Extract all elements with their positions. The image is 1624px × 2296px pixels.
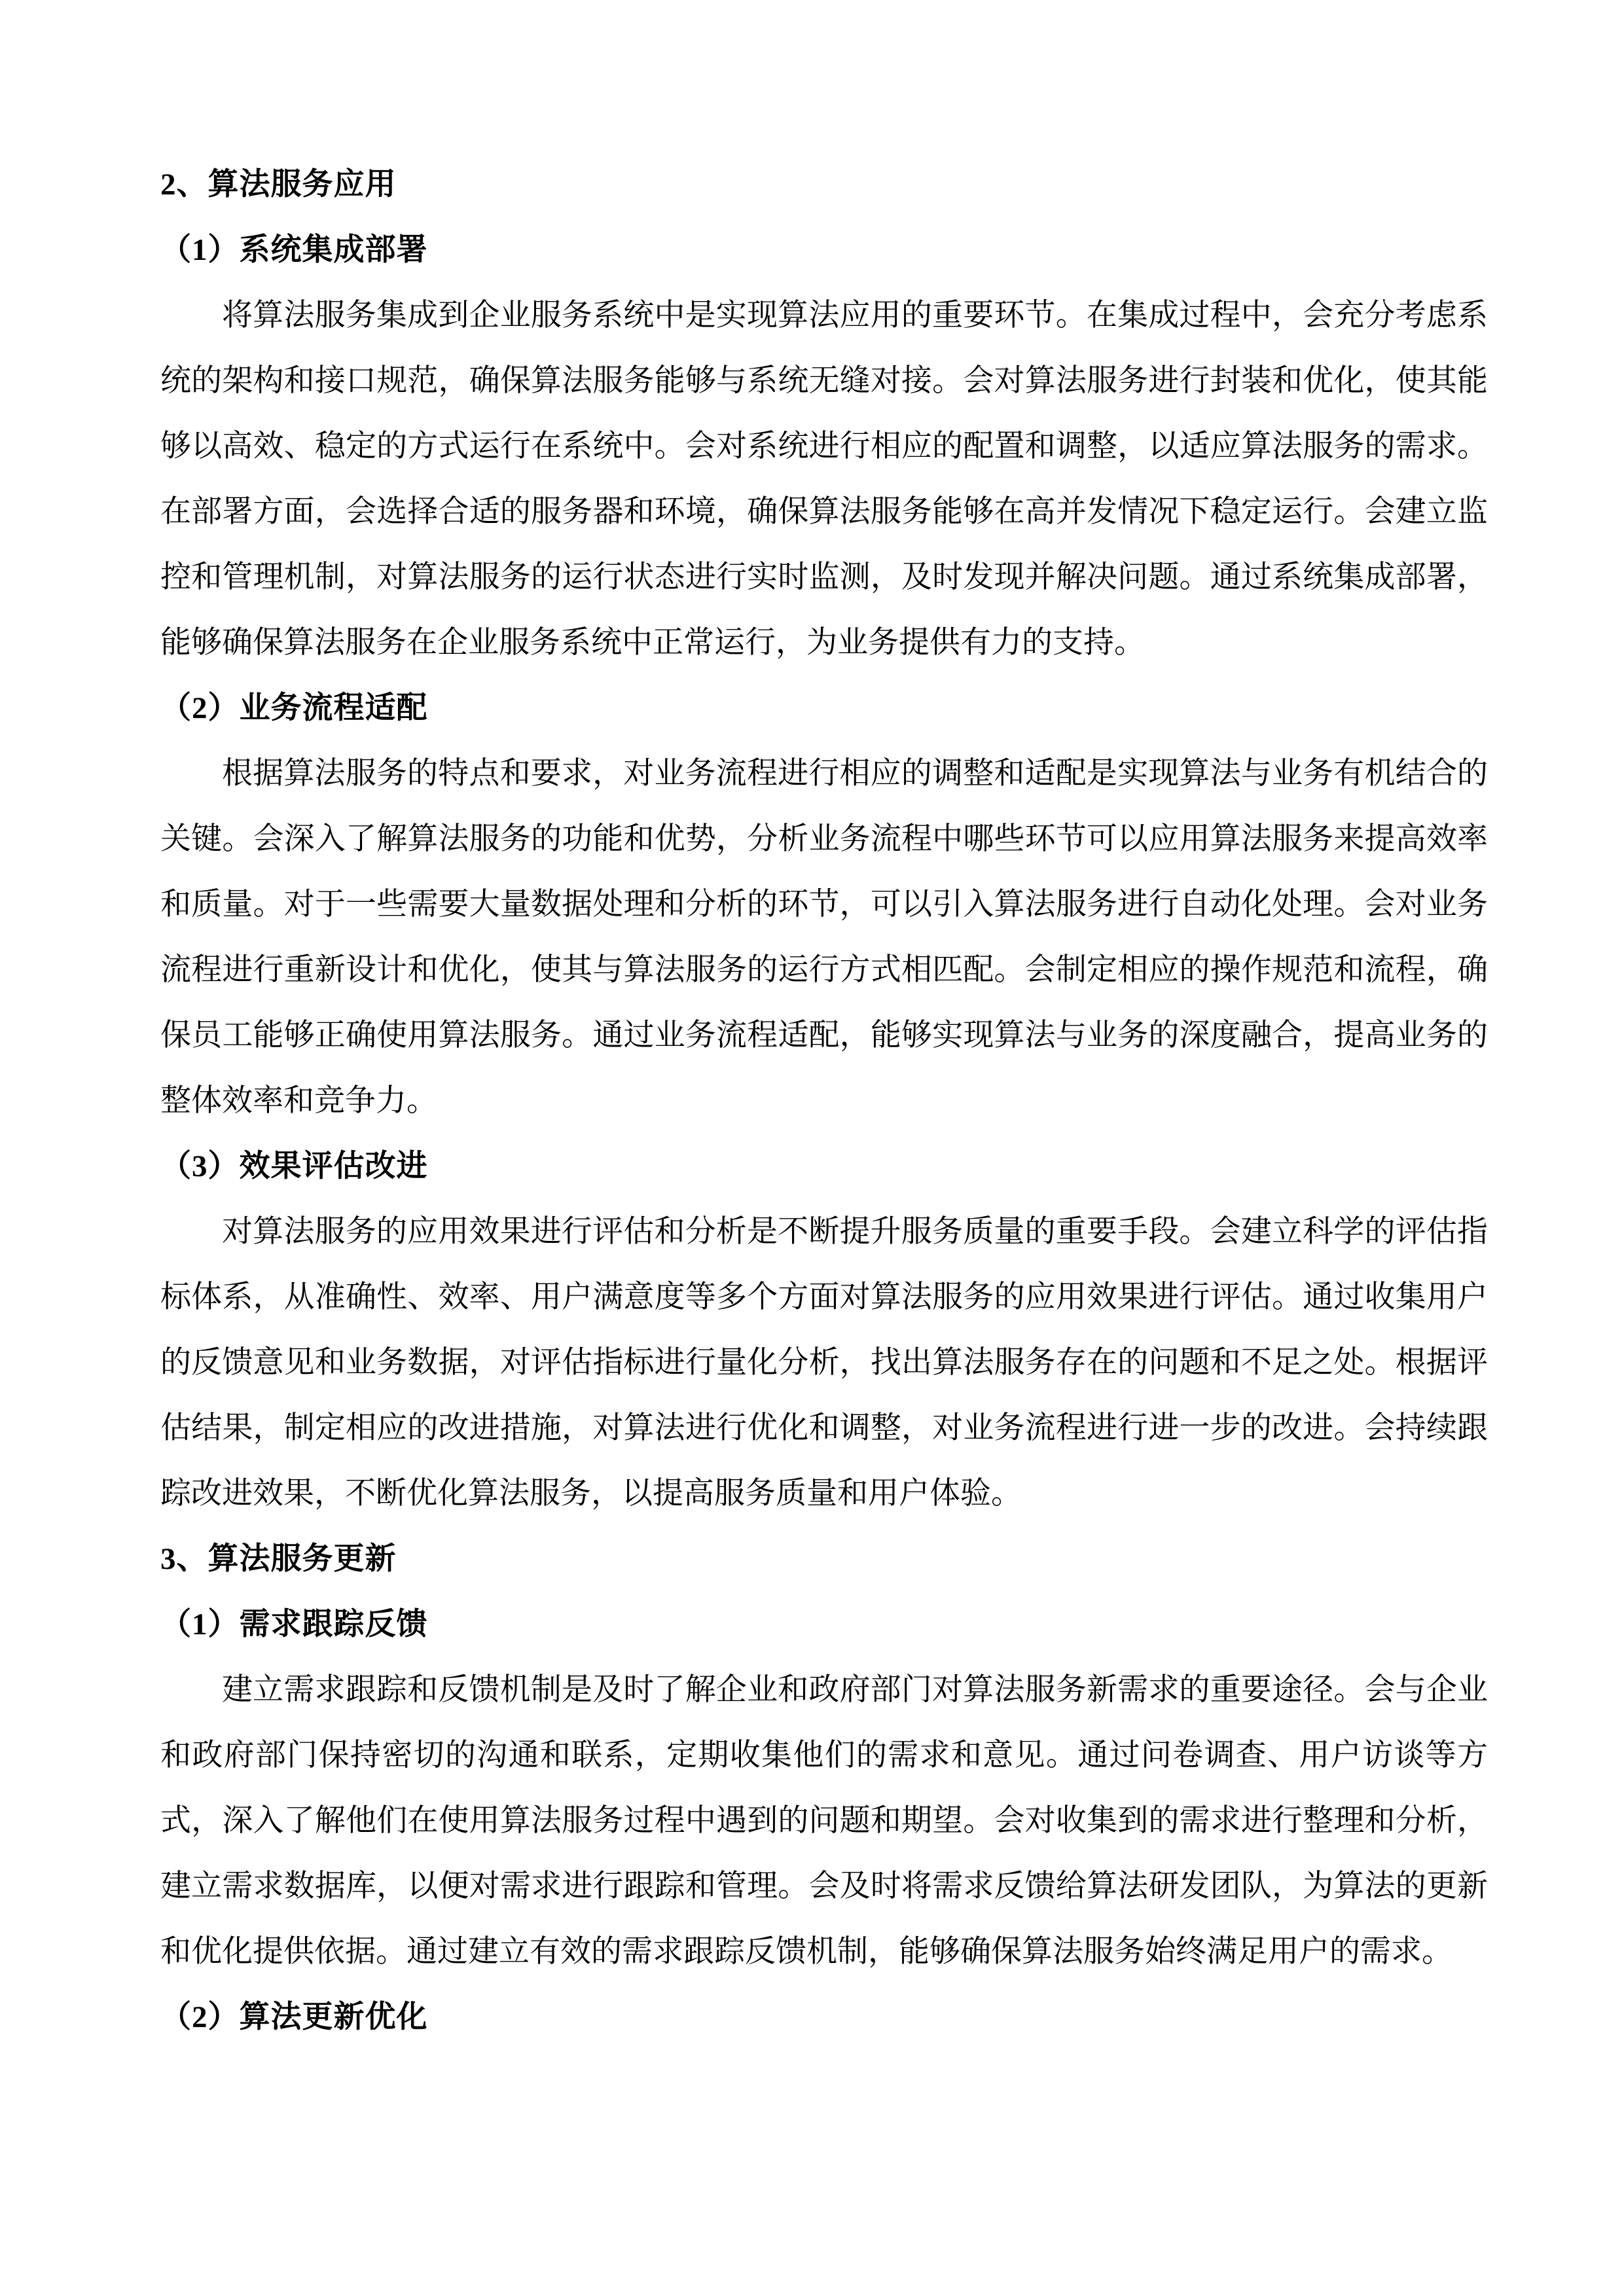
section-subheading: （3）效果评估改进 — [160, 1149, 428, 1183]
section-subheading: （1）系统集成部署 — [160, 233, 428, 267]
body-paragraph: 对算法服务的应用效果进行评估和分析是不断提升服务质量的重要手段。会建立科学的评估指标体系，从准确性、效率、用户满意度等多个方面对算法服务的应用效果进行评估。通过收集用户的反馈意见和业务数据，对评估指标进行量化分析，找出算法服务存在的问题和不足之处。根据评估结果，制定相应的改进措施，对算法进行优化和调整，对业务流程进行进一步的改进。会持续跟踪改进效果，不断优化算法服务，以提高服务质量和用户体验。 — [160, 1215, 1488, 1511]
document-body — [160, 152, 1488, 2050]
body-paragraph: 将算法服务集成到企业服务系统中是实现算法应用的重要环节。在集成过程中，会充分考虑系统的架构和接口规范，确保算法服务能够与系统无缝对接。会对算法服务进行封装和优化，使其能够以高效、稳定的方式运行在系统中。会对系统进行相应的配置和调整，以适应算法服务的需求。在部署方面，会选择合适的服务器和环境，确保算法服务能够在高并发情况下稳定运行。会建立监控和管理机制，对算法服务的运行状态进行实时监测，及时发现并解决问题。通过系统集成部署，能够确保算法服务在企业服务系统中正常运行，为业务提供有力的支持。 — [160, 298, 1488, 660]
section-subheading: （2）业务流程适配 — [160, 691, 428, 725]
body-paragraph: 根据算法服务的特点和要求，对业务流程进行相应的调整和适配是实现算法与业务有机结合的关键。会深入了解算法服务的功能和优势，分析业务流程中哪些环节可以应用算法服务来提高效率和质量。对于一些需要大量数据处理和分析的环节，可以引入算法服务进行自动化处理。会对业务流程进行重新设计和优化，使其与算法服务的运行方式相匹配。会制定相应的操作规范和流程，确保员工能够正确使用算法服务。通过业务流程适配，能够实现算法与业务的深度融合，提高业务的整体效率和竞争力。 — [160, 757, 1488, 1118]
section-subheading: （1）需求跟踪反馈 — [160, 1607, 428, 1641]
body-paragraph: 建立需求跟踪和反馈机制是及时了解企业和政府部门对算法服务新需求的重要途径。会与企业和政府部门保持密切的沟通和联系，定期收集他们的需求和意见。通过问卷调查、用户访谈等方式，深入了解他们在使用算法服务过程中遇到的问题和期望。会对收集到的需求进行整理和分析，建立需求数据库，以便对需求进行跟踪和管理。会及时将需求反馈给算法研发团队，为算法的更新和优化提供依据。通过建立有效的需求跟踪反馈机制，能够确保算法服务始终满足用户的需求。 — [160, 1673, 1488, 1969]
section-subheading: （2）算法更新优化 — [160, 2000, 428, 2034]
section-heading: 2、算法服务应用 — [160, 168, 397, 202]
section-heading: 3、算法服务更新 — [160, 1542, 397, 1576]
